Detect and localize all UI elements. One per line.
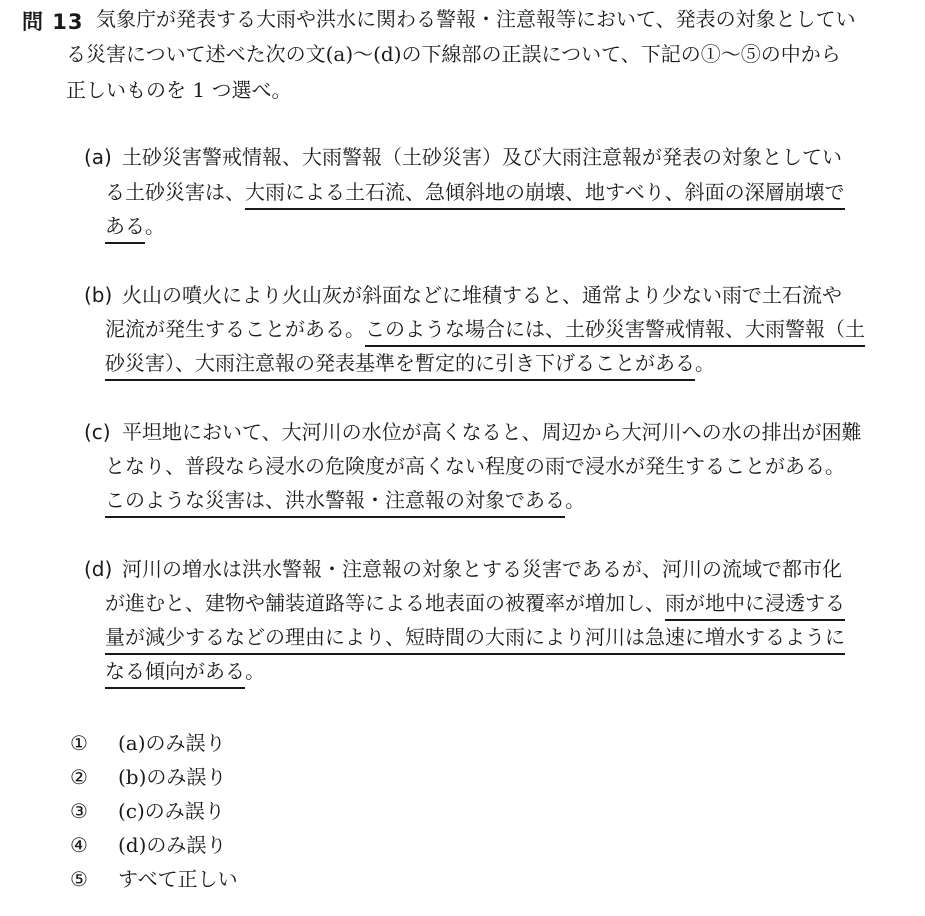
statement-c-label: (c) bbox=[84, 420, 111, 444]
statement-c-underline: このような災害は、洪水警報・注意報の対象である bbox=[105, 488, 565, 518]
choice-2-text: (b)のみ誤り bbox=[118, 765, 227, 789]
statement-d-underline-mid: 量が減少するなどの理由により、短時間の大雨により河川は急速に増水するように bbox=[105, 625, 845, 655]
statement-b-period: 。 bbox=[695, 351, 715, 375]
statement-a-line-2 bbox=[105, 182, 845, 202]
statement-a-underline: 大雨による土石流、急傾斜地の崩壊、地すべり、斜面の深層崩壊で bbox=[245, 180, 845, 210]
statement-d-period: 。 bbox=[245, 659, 265, 683]
statement-a-underline-end: ある bbox=[105, 214, 145, 244]
statement-b-text: 泥流が発生することがある。 bbox=[105, 317, 365, 341]
statement-a-line-3 bbox=[105, 216, 165, 236]
statement-c-line-1: 平坦地において、大河川の水位が高くなると、周辺から大河川への水の排出が困難 bbox=[122, 420, 862, 444]
statement-a-line-1: 土砂災害警戒情報、大雨警報（土砂災害）及び大雨注意報が発表の対象としてい bbox=[122, 145, 842, 169]
statement-d-line-4 bbox=[105, 661, 265, 681]
choice-1-text: (a)のみ誤り bbox=[118, 731, 226, 755]
choice-5-number: ⑤ bbox=[70, 867, 88, 891]
question-number: 問 13 bbox=[22, 10, 84, 34]
statement-b-underline-end: 砂災害）、大雨注意報の発表基準を暫定的に引き下げることがある bbox=[105, 351, 695, 381]
statement-c-line-2: となり、普段なら浸水の危険度が高くない程度の雨で浸水が発生することがある。 bbox=[105, 454, 845, 478]
statement-a-label: (a) bbox=[84, 145, 112, 169]
statement-d-label: (d) bbox=[84, 557, 113, 581]
statement-d-line-3 bbox=[105, 627, 845, 647]
question-stem-line-2: る災害について述べた次の文(a)～(d)の下線部の正誤について、下記の①～⑤の中から bbox=[66, 42, 841, 66]
statement-b-line-3 bbox=[105, 353, 715, 373]
statement-d-text: が進むと、建物や舗装道路等による地表面の被覆率が増加し、 bbox=[105, 591, 665, 615]
question-stem-line-1: 気象庁が発表する大雨や洪水に関わる警報・注意報等において、発表の対象としてい bbox=[96, 7, 856, 31]
statement-b-underline: このような場合には、土砂災害警戒情報、大雨警報（土 bbox=[365, 317, 865, 347]
statement-d-underline-end: なる傾向がある bbox=[105, 659, 245, 689]
choice-1-number: ① bbox=[70, 731, 88, 755]
statement-b-line-1: 火山の噴火により火山灰が斜面などに堆積すると、通常より少ない雨で土石流や bbox=[122, 283, 842, 307]
statement-a-text: る土砂災害は、 bbox=[105, 180, 245, 204]
statement-c-period: 。 bbox=[565, 488, 585, 512]
choice-5-text: すべて正しい bbox=[118, 867, 238, 891]
question-stem-line-3: 正しいものを 1 つ選べ。 bbox=[66, 78, 292, 102]
statement-c-line-3 bbox=[105, 490, 585, 510]
statement-b-label: (b) bbox=[84, 283, 113, 307]
choice-2-number: ② bbox=[70, 765, 88, 789]
choice-3-number: ③ bbox=[70, 799, 88, 823]
statement-d-line-1: 河川の増水は洪水警報・注意報の対象とする災害であるが、河川の流域で都市化 bbox=[122, 557, 842, 581]
choice-4-number: ④ bbox=[70, 833, 88, 857]
statement-a-period: 。 bbox=[145, 214, 165, 238]
statement-d-line-2 bbox=[105, 593, 845, 613]
choice-4-text: (d)のみ誤り bbox=[118, 833, 227, 857]
statement-b-line-2 bbox=[105, 319, 865, 339]
statement-d-underline: 雨が地中に浸透する bbox=[665, 591, 845, 621]
choice-3-text: (c)のみ誤り bbox=[118, 799, 225, 823]
